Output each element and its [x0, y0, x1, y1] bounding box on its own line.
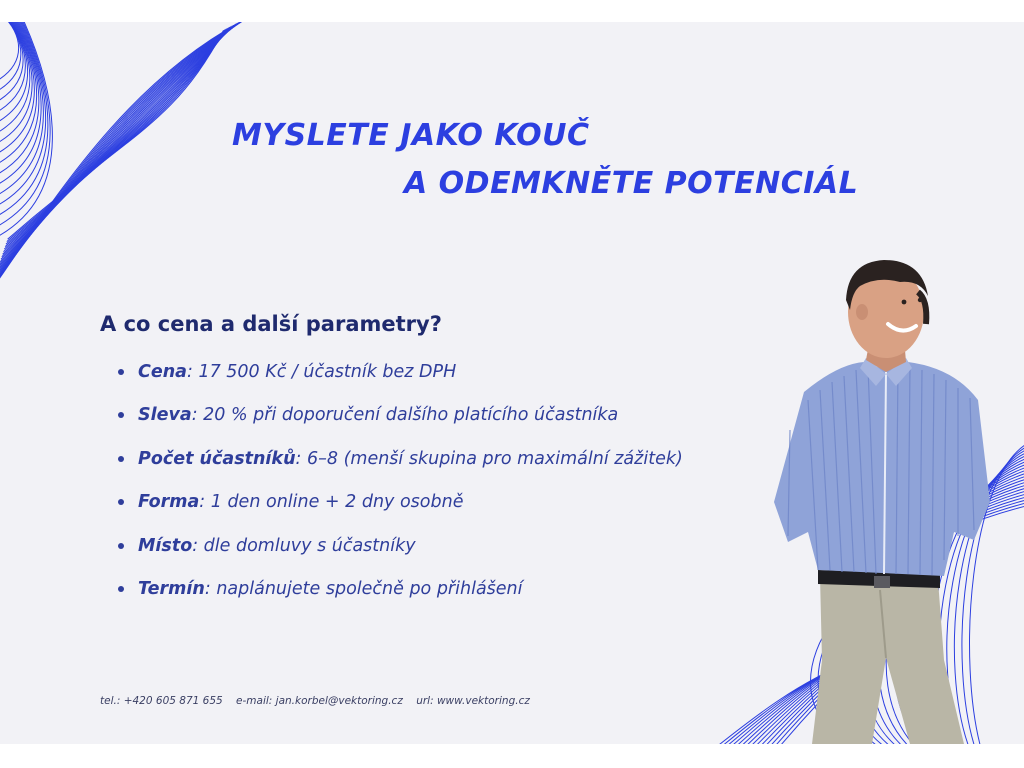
bullet-icon	[118, 369, 124, 375]
decorative-lines-top-left	[0, 22, 270, 312]
headline-line-2: A ODEMKNĚTE POTENCIÁL	[404, 166, 859, 201]
contact-footer	[100, 695, 530, 707]
parameter-item-date	[118, 575, 683, 618]
parameter-label: Termín	[138, 578, 205, 599]
parameter-label: Počet účastníků	[138, 448, 296, 469]
bullet-icon	[118, 499, 124, 505]
contact-url[interactable]: url: www.vektoring.cz	[416, 695, 530, 707]
coach-photo	[768, 240, 1000, 744]
parameter-value: : naplánujete společně po přihlášení	[204, 578, 523, 599]
bullet-icon	[118, 456, 124, 462]
parameter-value: : 1 den online + 2 dny osobně	[199, 492, 464, 513]
parameter-label: Cena	[138, 362, 187, 382]
parameter-value: : 20 % při doporučení dalšího platícího účastníka	[191, 405, 619, 426]
parameter-item-price	[118, 358, 683, 401]
parameter-label: Místo	[138, 535, 193, 556]
parameter-item-location	[118, 532, 683, 575]
parameter-value: : 6–8 (menší skupina pro maximální zážitek)	[295, 448, 683, 469]
parameter-list	[118, 358, 683, 618]
section-title: A co cena a další parametry?	[100, 312, 442, 336]
headline-line-1: MYSLETE JAKO KOUČ	[232, 118, 590, 153]
parameter-value: : dle domluvy s účastníky	[192, 535, 416, 556]
parameter-item-participants	[118, 445, 683, 488]
bullet-icon	[118, 586, 124, 592]
parameter-item-format	[118, 488, 683, 531]
parameter-item-discount	[118, 401, 683, 444]
flyer-page	[0, 22, 1024, 744]
parameter-label: Forma	[138, 492, 200, 513]
trousers	[812, 576, 964, 744]
parameter-value: : 17 500 Kč / účastník bez DPH	[186, 362, 457, 382]
bullet-icon	[118, 412, 124, 418]
contact-email[interactable]: e-mail: jan.korbel@vektoring.cz	[236, 695, 403, 707]
bullet-icon	[118, 543, 124, 549]
parameter-label: Sleva	[138, 405, 192, 426]
contact-phone: tel.: +420 605 871 655	[100, 695, 223, 707]
decorative-line	[0, 22, 52, 238]
